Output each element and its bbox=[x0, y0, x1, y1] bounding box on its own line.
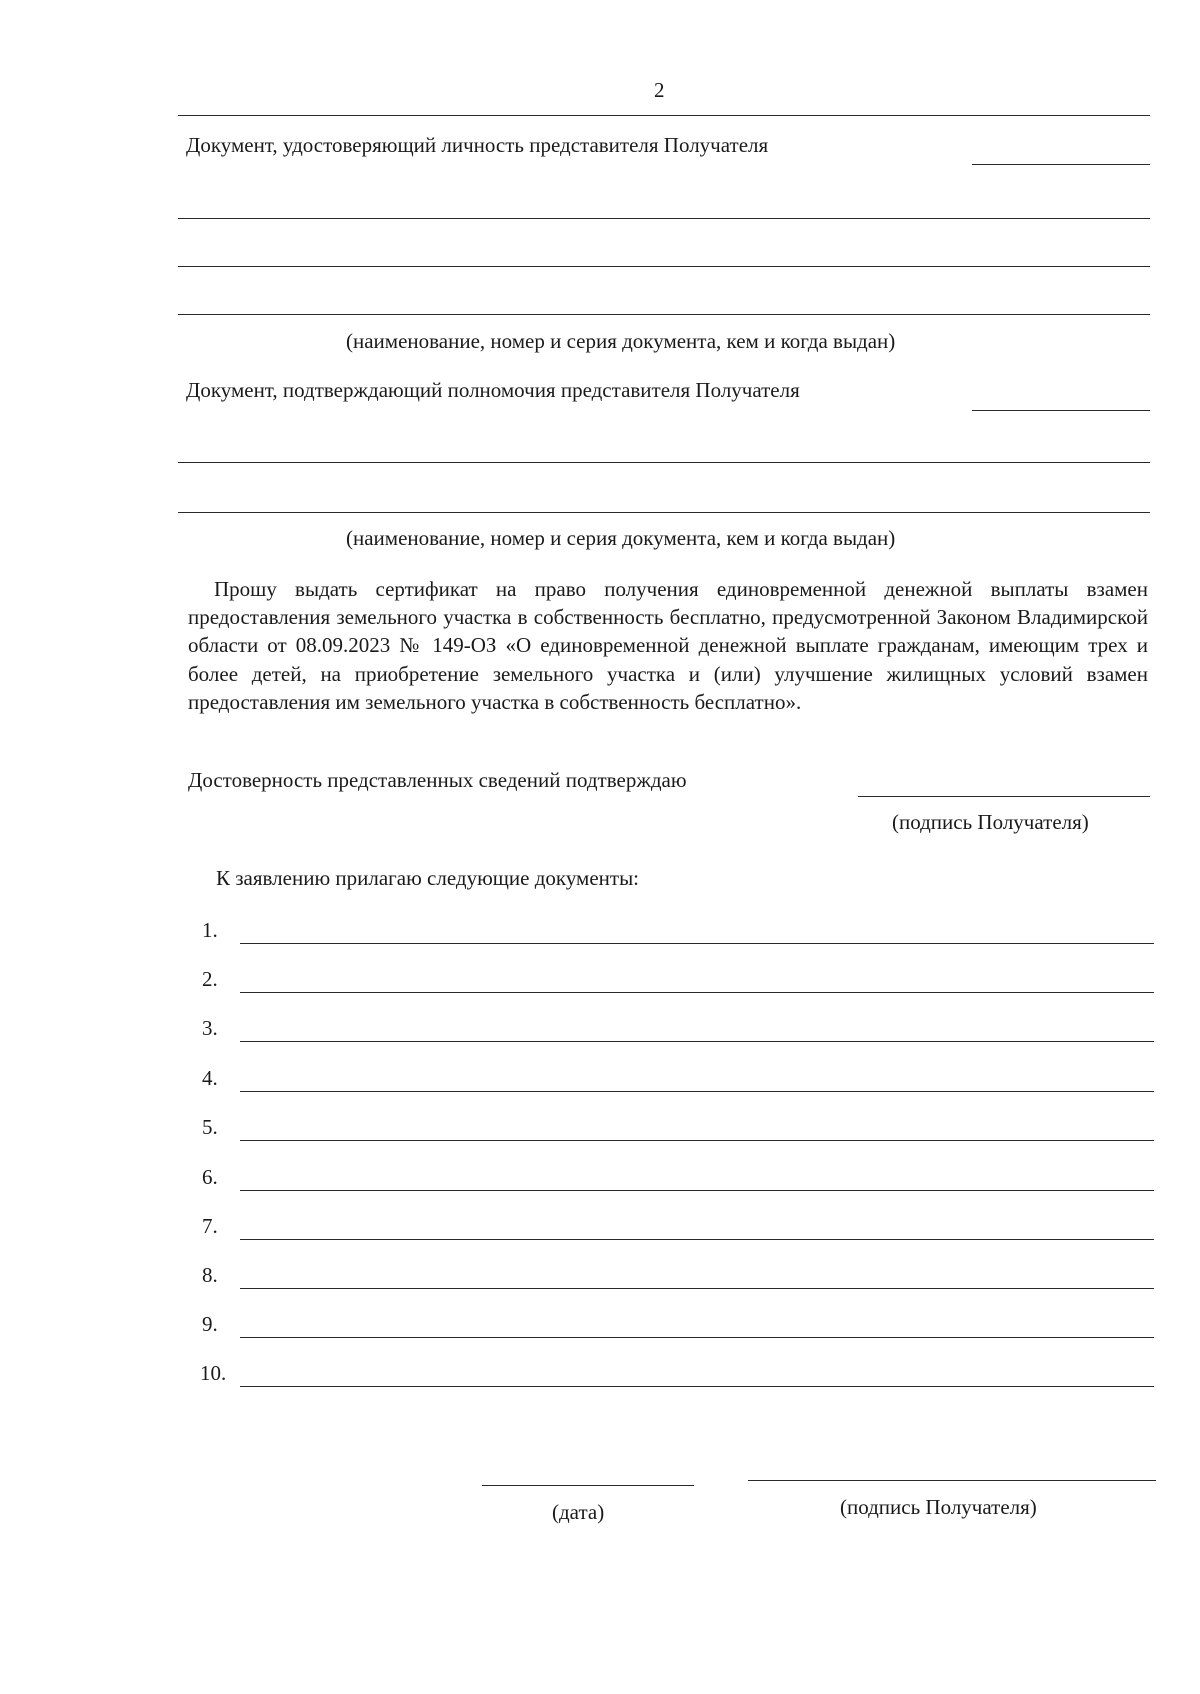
attachment-number: 8. bbox=[202, 1263, 218, 1287]
attachment-number: 6. bbox=[202, 1165, 218, 1189]
request-paragraph-text: Прошу выдать сертификат на право получения единовременной денежной выплаты взамен предоставления земельного участка в собственность бесплатно, предусмотренной Законом Владимирской области от 08.09.2023 № 149-ОЗ «О единовременной денежной выплате гражданам, имеющим трех и более детей, на приобретение земельного участка и (или) улучшение жилищных условий взамен предоставления им земельного участка в собственность бесплатно». bbox=[188, 577, 1148, 714]
attachment-number: 9. bbox=[202, 1312, 218, 1336]
identity-doc-field-line-1[interactable] bbox=[178, 218, 1150, 219]
attachment-field-6[interactable] bbox=[240, 1190, 1154, 1191]
page-number: 2 bbox=[654, 78, 665, 102]
attachment-field-2[interactable] bbox=[240, 992, 1154, 993]
attachment-number: 4. bbox=[202, 1066, 218, 1090]
identity-doc-field-line-3[interactable] bbox=[178, 314, 1150, 315]
attachment-field-4[interactable] bbox=[240, 1091, 1154, 1092]
attachment-field-10[interactable] bbox=[240, 1386, 1154, 1387]
attachment-number: 2. bbox=[202, 967, 218, 991]
footer-signature-field[interactable] bbox=[748, 1480, 1156, 1481]
attachment-number: 7. bbox=[202, 1214, 218, 1238]
attachment-number: 3. bbox=[202, 1016, 218, 1040]
attachment-field-7[interactable] bbox=[240, 1239, 1154, 1240]
date-caption: (дата) bbox=[552, 1500, 605, 1524]
identity-doc-field-line-2[interactable] bbox=[178, 266, 1150, 267]
attachment-field-1[interactable] bbox=[240, 943, 1154, 944]
attachment-number: 10. bbox=[200, 1361, 227, 1385]
authority-doc-caption: (наименование, номер и серия документа, кем и когда выдан) bbox=[346, 526, 896, 550]
confirmation-label: Достоверность представленных сведений подтверждаю bbox=[188, 768, 687, 792]
attachments-heading: К заявлению прилагаю следующие документы: bbox=[216, 866, 640, 890]
identity-doc-field-inline[interactable] bbox=[972, 164, 1150, 165]
authority-doc-field-inline[interactable] bbox=[972, 410, 1150, 411]
authority-doc-field-line-2[interactable] bbox=[178, 512, 1150, 513]
attachment-field-3[interactable] bbox=[240, 1041, 1154, 1042]
attachment-number: 1. bbox=[202, 918, 218, 942]
authority-doc-label: Документ, подтверждающий полномочия представителя Получателя bbox=[186, 378, 800, 402]
confirmation-signature-field[interactable] bbox=[858, 796, 1150, 797]
identity-doc-caption: (наименование, номер и серия документа, кем и когда выдан) bbox=[346, 329, 896, 353]
identity-doc-label: Документ, удостоверяющий личность представителя Получателя bbox=[186, 133, 769, 157]
attachment-field-9[interactable] bbox=[240, 1337, 1154, 1338]
attachment-field-5[interactable] bbox=[240, 1140, 1154, 1141]
attachment-field-8[interactable] bbox=[240, 1288, 1154, 1289]
footer-signature-caption: (подпись Получателя) bbox=[840, 1495, 1037, 1519]
date-field[interactable] bbox=[482, 1485, 694, 1486]
top-rule bbox=[178, 115, 1150, 116]
authority-doc-field-line-1[interactable] bbox=[178, 462, 1150, 463]
attachment-number: 5. bbox=[202, 1115, 218, 1139]
confirmation-signature-caption: (подпись Получателя) bbox=[892, 810, 1089, 834]
request-paragraph bbox=[188, 575, 1148, 716]
